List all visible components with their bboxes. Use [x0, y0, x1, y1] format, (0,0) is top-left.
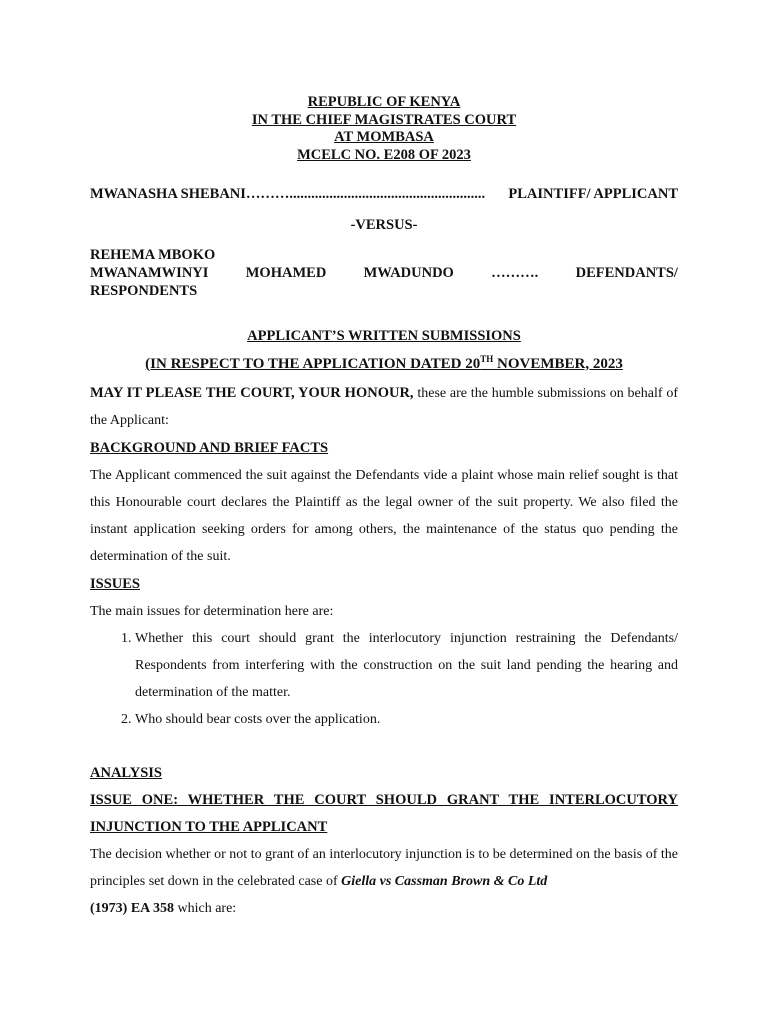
issue-one-heading-cont: INJUNCTION TO THE APPLICANT [90, 818, 328, 835]
intro-salutation: MAY IT PLEASE THE COURT, YOUR HONOUR, [90, 384, 414, 401]
issues-heading: ISSUES [90, 575, 140, 592]
defendant-word: DEFENDANTS/ [575, 265, 678, 281]
analysis-paragraph: The decision whether or not to grant of an interlocutory injunction is to be determined on the basis of the principles set down in the celebrated case of Giella vs Cassman Brown & Co Ltd (1973) EA 358 which are: [90, 846, 678, 916]
list-item: 2. Who should bear costs over the application. [135, 706, 678, 733]
plaintiff-name: MWANASHA SHEBANI………...................................................... [90, 186, 486, 202]
defendant-word: ………. [491, 265, 539, 281]
defendant-one: REHEMA MBOKO [90, 247, 216, 263]
plaintiff-role: PLAINTIFF/ APPLICANT [508, 186, 678, 202]
header-republic: REPUBLIC OF KENYA [307, 94, 461, 110]
header-court: IN THE CHIEF MAGISTRATES COURT [251, 111, 517, 128]
list-item: 1. Whether this court should grant the interlocutory injunction restraining the Defendants/ Respondents from interfering with the construction on the suit land pending the hearing and determination of the matter. [135, 625, 678, 706]
plaintiff-line [90, 185, 678, 203]
submission-subtitle: (IN RESPECT TO THE APPLICATION DATED 20TH NOVEMBER, 2023 [145, 353, 623, 372]
defendant-two-line [90, 264, 678, 282]
court-header [90, 94, 678, 164]
header-case-number: MCELC NO. E208 OF 2023 [297, 146, 471, 163]
defendant-word: MOHAMED [245, 265, 327, 281]
issue-one-heading: ISSUE ONE: WHETHER THE COURT SHOULD GRANT THE INTERLOCUTORY [90, 791, 678, 808]
intro-paragraph [90, 380, 678, 434]
case-name: Giella vs Cassman Brown & Co Ltd [341, 873, 548, 889]
background-heading: BACKGROUND AND BRIEF FACTS [90, 439, 329, 456]
document-body [90, 94, 678, 922]
issues-list [90, 625, 678, 733]
submission-title: APPLICANT’S WRITTEN SUBMISSIONS [247, 328, 521, 344]
analysis-heading: ANALYSIS [90, 764, 162, 781]
defendant-word: MWANAMWINYI [90, 265, 209, 281]
background-paragraph: The Applicant commenced the suit against the Defendants vide a plaint whose main relief sought is that this Honourable court declares the Plaintiff as the legal owner of the suit property. We also filed the instant application seeking orders for among others, the maintenance of the status quo pending the determination of the suit. [90, 467, 678, 564]
header-location: AT MOMBASA [334, 129, 434, 145]
issues-intro: The main issues for determination here are: [90, 603, 334, 619]
defendant-role: RESPONDENTS [90, 283, 198, 299]
intro-text: these are the humble submissions on behalf of the Applicant: [90, 385, 679, 428]
case-citation: (1973) EA 358 [90, 900, 174, 916]
versus-label: -VERSUS- [350, 217, 418, 233]
defendant-word: MWADUNDO [363, 265, 454, 281]
